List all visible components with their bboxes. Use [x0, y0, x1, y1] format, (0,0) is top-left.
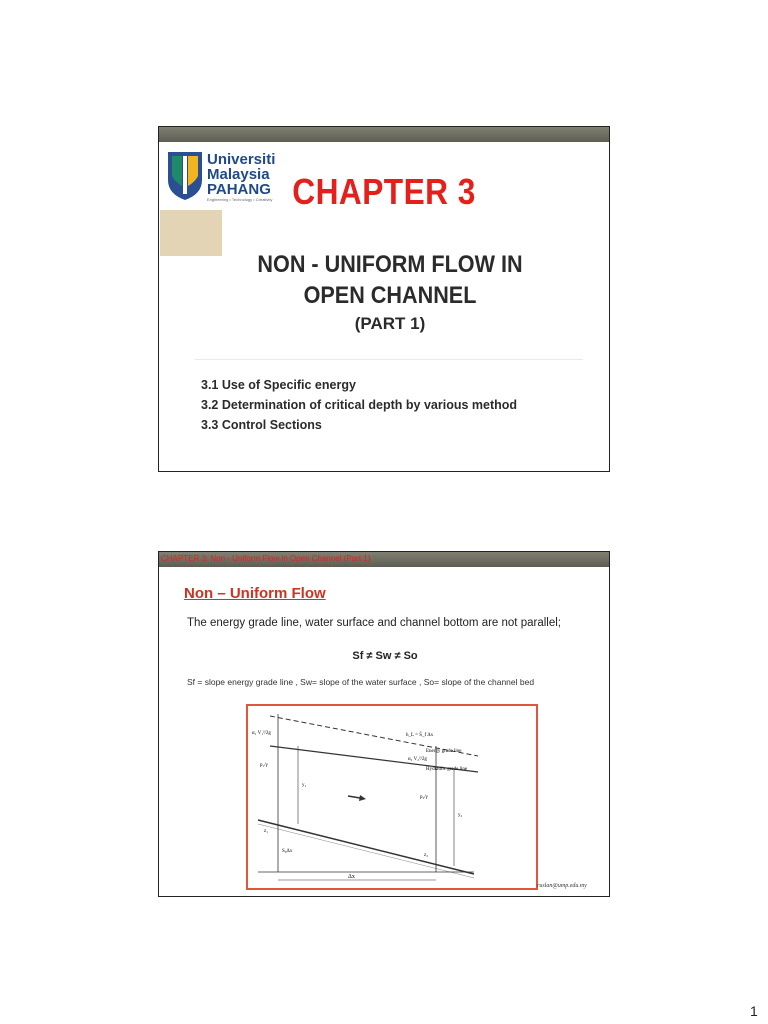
slide-1 — [158, 126, 610, 472]
pressure-head-1-label: p₁/γ — [260, 763, 268, 768]
depth-1-label: y₁ — [302, 783, 307, 788]
flow-arrowhead-icon — [359, 795, 366, 801]
title-line-2: OPEN CHANNEL — [303, 282, 477, 309]
bed-drop-label: S₀Δx — [282, 849, 293, 854]
pressure-head-2-label: p₂/γ — [420, 795, 428, 800]
divider — [195, 359, 583, 360]
logo-line-1: Universiti — [207, 151, 276, 168]
topic-item: 3.3 Control Sections — [201, 418, 322, 432]
elevation-1-label: z₁ — [264, 829, 268, 834]
section-heading: Non – Uniform Flow — [184, 585, 326, 602]
part-label: (PART 1) — [354, 314, 426, 333]
slope-formula: Sf ≠ Sw ≠ So — [352, 650, 418, 662]
university-logo — [160, 142, 284, 210]
chapter-title: CHAPTER 3 — [292, 171, 476, 212]
flow-diagram — [246, 704, 538, 890]
flow-arrow-icon — [348, 796, 360, 798]
energy-grade-label: Energy grade line — [426, 749, 462, 754]
depth-2-label: y₂ — [458, 813, 463, 818]
topic-item: 3.1 Use of Specific energy — [201, 378, 356, 392]
logo-line-3: PAHANG — [207, 181, 271, 198]
flow-diagram-drawing — [248, 706, 536, 888]
ump-emblem-icon — [166, 150, 204, 202]
logo-tagline: Engineering • Technology • Creativity — [207, 197, 273, 202]
hydraulic-grade-label: Hydraulic grade line — [426, 767, 468, 772]
definitions-note: Sf = slope energy grade line , Sw= slope of the water surface , So= slope of the channel bed — [187, 677, 535, 687]
velocity-head-1-label: α₁ V₁²/2g — [252, 731, 271, 736]
slide-header: CHAPTER 3: Non - Uniform Flow in Open Channel (Part 1) — [161, 554, 371, 563]
slide-title — [218, 249, 562, 311]
logo-wordmark — [207, 152, 275, 197]
slide-2 — [158, 551, 610, 897]
slide-top-bar — [159, 127, 609, 142]
description-text: The energy grade line, water surface and channel bottom are not parallel; — [187, 617, 561, 629]
dx-label: Δx — [348, 874, 355, 880]
elevation-2-label: z₂ — [424, 853, 428, 858]
author-signature: ruslan@ump.edu.my — [537, 883, 587, 889]
velocity-head-2-label: α₂ V₂²/2g — [408, 757, 427, 762]
headloss-label: h_L = S̄_f Δx — [406, 733, 434, 738]
page-number: 1 — [750, 1003, 758, 1019]
title-line-1: NON - UNIFORM FLOW IN — [257, 251, 523, 278]
topic-list — [201, 375, 517, 435]
topic-item: 3.2 Determination of critical depth by various method — [201, 398, 518, 412]
logo-line-2: Malaysia — [207, 166, 270, 183]
channel-bed-line — [258, 820, 474, 874]
